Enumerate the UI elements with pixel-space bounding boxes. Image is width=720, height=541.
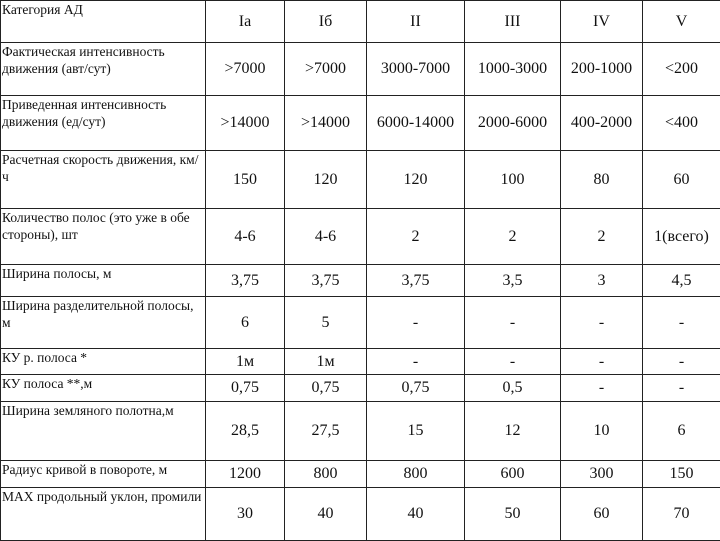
table-cell: 0,75 — [285, 375, 367, 402]
header-row — [1, 1, 720, 43]
table-cell: 0,75 — [206, 375, 285, 402]
header-category-iii: III — [465, 1, 561, 43]
row-label: Ширина земляного полотна,м — [1, 402, 206, 461]
row-label: Приведенная интенсивность движения (ед/сут) — [1, 96, 206, 151]
table-cell: 100 — [465, 151, 561, 209]
table-cell: 400-2000 — [561, 96, 643, 151]
header-category-ib: Iб — [285, 1, 367, 43]
header-category-v: V — [643, 1, 720, 43]
table-row — [1, 402, 720, 461]
row-label: Радиус кривой в повороте, м — [1, 461, 206, 488]
table-cell: - — [561, 375, 643, 402]
table-cell: 3,5 — [465, 265, 561, 297]
table-cell: 150 — [206, 151, 285, 209]
table-cell: - — [643, 297, 720, 349]
table-cell: 4,5 — [643, 265, 720, 297]
table-row — [1, 349, 720, 375]
table-cell: - — [465, 349, 561, 375]
table-row — [1, 461, 720, 488]
table-cell: - — [367, 349, 465, 375]
table-cell: 0,75 — [367, 375, 465, 402]
table-cell: 200-1000 — [561, 43, 643, 96]
table-cell: 1м — [285, 349, 367, 375]
table-cell: - — [561, 297, 643, 349]
row-label: КУ полоса **,м — [1, 375, 206, 402]
table-cell: <200 — [643, 43, 720, 96]
table-cell: 800 — [285, 461, 367, 488]
table-cell: 40 — [285, 488, 367, 541]
table-cell: 800 — [367, 461, 465, 488]
table-row — [1, 488, 720, 541]
table-cell: 3 — [561, 265, 643, 297]
table-cell: - — [367, 297, 465, 349]
table-cell: 12 — [465, 402, 561, 461]
table-cell: 60 — [643, 151, 720, 209]
table-cell: 1200 — [206, 461, 285, 488]
row-label: Количество полос (это уже в обе стороны), шт — [1, 209, 206, 265]
row-label: КУ р. полоса * — [1, 349, 206, 375]
table-row — [1, 43, 720, 96]
table-cell: 1000-3000 — [465, 43, 561, 96]
table-cell: - — [643, 349, 720, 375]
table-cell: 6 — [206, 297, 285, 349]
header-label: Категория АД — [1, 1, 206, 43]
table-cell: 2000-6000 — [465, 96, 561, 151]
table-cell: 15 — [367, 402, 465, 461]
table-cell: 300 — [561, 461, 643, 488]
table-cell: <400 — [643, 96, 720, 151]
table-row — [1, 375, 720, 402]
table-cell: 3000-7000 — [367, 43, 465, 96]
table-cell: 2 — [465, 209, 561, 265]
table-cell: 40 — [367, 488, 465, 541]
table-cell: 150 — [643, 461, 720, 488]
row-label: Фактическая интенсивность движения (авт/сут) — [1, 43, 206, 96]
table-cell: >14000 — [285, 96, 367, 151]
table-cell: 10 — [561, 402, 643, 461]
row-label: Расчетная скорость движения, км/ч — [1, 151, 206, 209]
table-row — [1, 265, 720, 297]
table-cell: 1(всего) — [643, 209, 720, 265]
table-cell: 70 — [643, 488, 720, 541]
table-cell: 120 — [367, 151, 465, 209]
table-cell: 3,75 — [206, 265, 285, 297]
table-cell: 60 — [561, 488, 643, 541]
row-label: MAX продольный уклон, промили — [1, 488, 206, 541]
table-cell: 27,5 — [285, 402, 367, 461]
table-cell: 5 — [285, 297, 367, 349]
table-cell: - — [465, 297, 561, 349]
table-cell: 600 — [465, 461, 561, 488]
table-cell: >7000 — [285, 43, 367, 96]
row-label: Ширина разделительной полосы, м — [1, 297, 206, 349]
table-cell: 6000-14000 — [367, 96, 465, 151]
table-cell: 28,5 — [206, 402, 285, 461]
header-category-iv: IV — [561, 1, 643, 43]
header-category-ii: II — [367, 1, 465, 43]
table-cell: 3,75 — [367, 265, 465, 297]
table-cell: 50 — [465, 488, 561, 541]
table-cell: 30 — [206, 488, 285, 541]
table-cell: 4-6 — [285, 209, 367, 265]
table-cell: >14000 — [206, 96, 285, 151]
table-row — [1, 297, 720, 349]
table-cell: >7000 — [206, 43, 285, 96]
row-label: Ширина полосы, м — [1, 265, 206, 297]
table-cell: 0,5 — [465, 375, 561, 402]
table-cell: 6 — [643, 402, 720, 461]
table-cell: - — [643, 375, 720, 402]
table-cell: 4-6 — [206, 209, 285, 265]
table-cell: 2 — [561, 209, 643, 265]
table-cell: 80 — [561, 151, 643, 209]
header-category-ia: Ia — [206, 1, 285, 43]
table-row — [1, 151, 720, 209]
table-row — [1, 96, 720, 151]
table-cell: 2 — [367, 209, 465, 265]
table-cell: 1м — [206, 349, 285, 375]
table-row — [1, 209, 720, 265]
table-cell: - — [561, 349, 643, 375]
table-cell: 120 — [285, 151, 367, 209]
table-cell: 3,75 — [285, 265, 367, 297]
